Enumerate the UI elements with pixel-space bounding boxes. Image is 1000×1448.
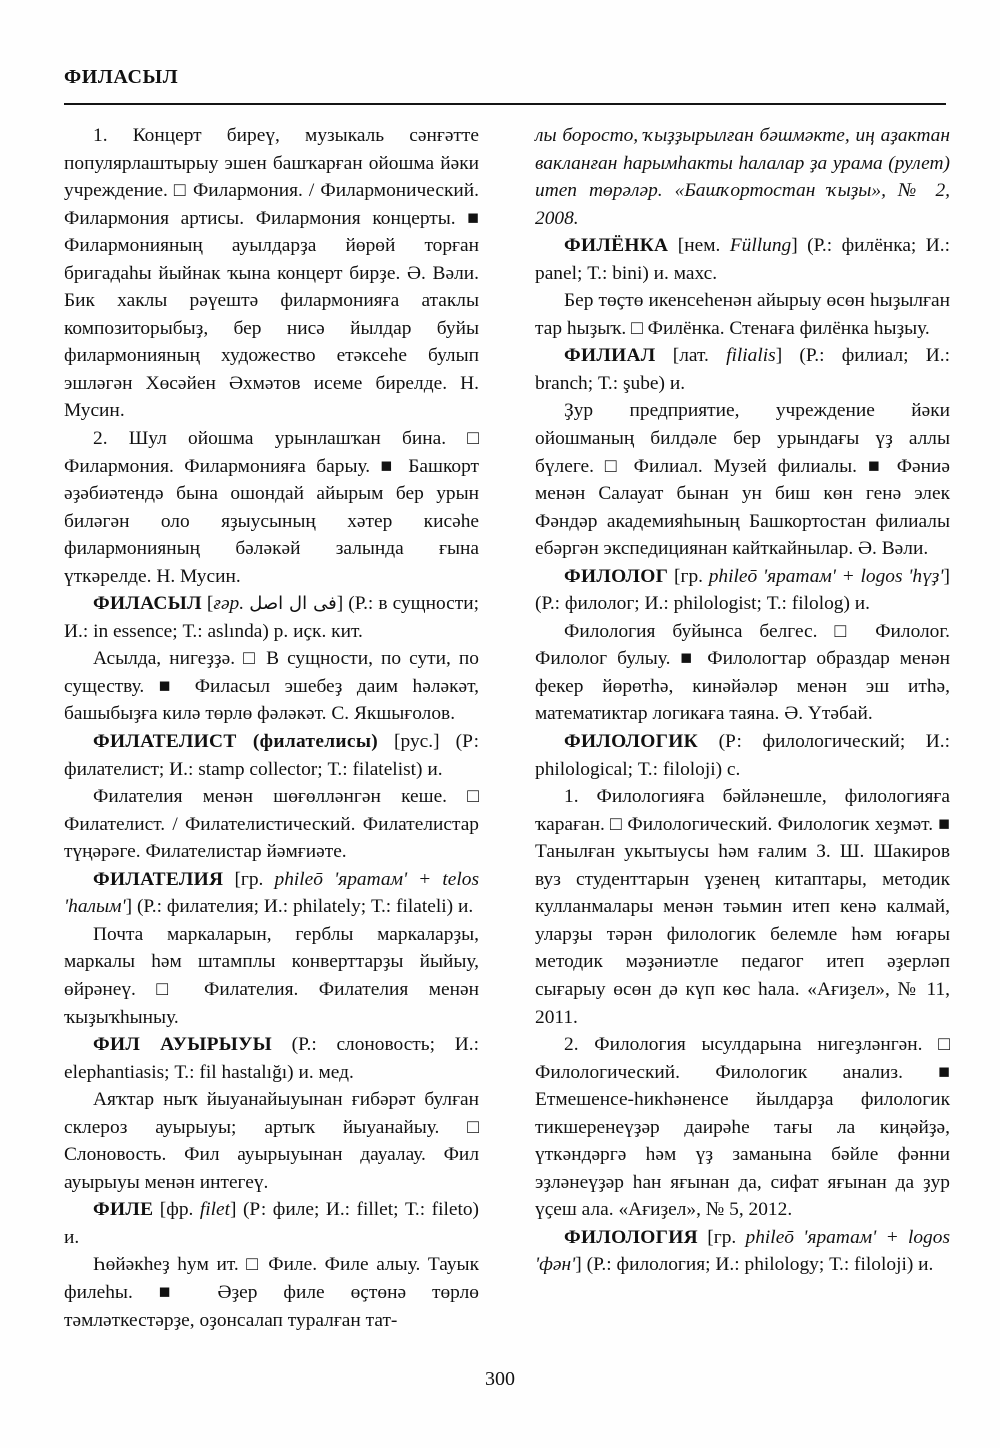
- entry-filial: ФИЛИАЛ [лат. filialis] (Р.: филиал; И.: branch; Т.: şube) и.: [535, 345, 950, 394]
- definition-text: Почта маркаларын, герблы маркаларҙы, маркалы һәм штамплы конверттарҙы йыйыу, өйрәнеү. □ Филателия. Филателия менән ҡыҙыҡһыныу.: [64, 923, 479, 1028]
- headword: ФИЛОЛОГ: [564, 565, 669, 587]
- entry-filateliya-definition: [64, 921, 479, 1031]
- headword: ФИЛАСЫЛ: [93, 593, 202, 615]
- entry-filyonka: ФИЛЁНКА [нем. Füllung] (Р.: филёнка; И.: panel; Т.: bini) и. махс.: [535, 235, 950, 284]
- entry-filolog: ФИЛОЛОГ [гр. phileō 'яратам' + logos 'hүҙ'] (Р.: филолог; И.: philologist; Т.: filolog) и.: [535, 565, 950, 615]
- headword: ФИЛАТЕЛИЯ: [93, 868, 224, 890]
- etymology-label: лат.: [679, 345, 709, 367]
- definition-text: Һөйәкһеҙ hyм ит. □ Филе. Филе алыу. Тауык филеһы. ■ Әҙер филе өҫтөнә төрлө тәмләткестәрҙе, оҙонсалап туралған тат-: [64, 1254, 479, 1331]
- entry-fil-auyryuy-definition: [64, 1086, 479, 1196]
- etymology-label: гр.: [240, 868, 264, 890]
- entry-filatelist-definition: [64, 783, 479, 866]
- definition-text: Аяҡтар ныҡ йыуанайыуынан ғибәрәт булған склероз ауырыуы; артыҡ йыуанайыу. □ Слоновость. Фил ауырыуынан дауалау. Фил ауырыуы менән интегеү.: [64, 1089, 479, 1193]
- entry-filateliya: ФИЛАТЕЛИЯ [гр. phileō 'яратам' + telos 'һалым'] (Р.: филателия; И.: philately; Т.: filateli) и.: [64, 868, 479, 918]
- entry-filologik-sense-1: [535, 783, 950, 1031]
- etymology-label: нем.: [684, 235, 721, 257]
- headword: ФИЛИАЛ: [564, 345, 656, 367]
- header-rule: [64, 103, 946, 105]
- right-column: [535, 122, 950, 1352]
- definition-text: Асылда, нигеҙҙә. □ В сущности, по сути, по существу. ■ Филасыл эшебеҙ даим һәләкәт, башыбыҙға килә төрлө фәләкәт. С. Якшығолов.: [64, 648, 479, 725]
- etymology-body: filialis: [726, 345, 776, 367]
- entry-filasyl-definition: [64, 645, 479, 728]
- entry-fil-auyryuy: [64, 1031, 479, 1086]
- entry-file-definition: [64, 1251, 479, 1334]
- etymology-label: гр.: [713, 1226, 737, 1248]
- headword: ФИЛ АУЫРЫУЫ: [93, 1034, 272, 1056]
- entry-file-continued: [535, 122, 950, 232]
- gloss: (Р.: филёнка; И.: panel; Т.: bini) и. махс.: [535, 235, 950, 284]
- definition-text: Филателия менән шөғөлләнгән кеше. □ Филателист. / Филателистический. Филателистар түңәрәге. Филателистар йәмғиәте.: [64, 786, 479, 863]
- gloss: (Р.: филология; И.: philology; Т.: filoloji) и.: [586, 1254, 934, 1276]
- entry-filolog-definition: [535, 618, 950, 728]
- definition-text: Ҙур предприятие, учреждение йәки ойошманың билдәле бер урындағы үҙ аллы бүлеге. □ Филиал. Музей филиалы. ■ Фәниә менән Салауат бынан ун биш көн генә элек Фәндәр академияһының Башкортостан филиалы ебәргән экспедициянан кайткайнылар. Ә. Вәли.: [535, 400, 950, 560]
- gloss: (Р.: филолог; И.: philologist; Т.: filolog) и.: [535, 593, 871, 615]
- page-number: 300: [485, 1368, 515, 1390]
- headword: ФИЛЕ: [93, 1199, 154, 1221]
- sense-text: 1. Концерт биреү, музыкаль сәнғәтте популярлаштырыу эшен башҡарған ойошма йәки учреждение. □ Филармония. / Филармонический. Филармония артисы. Филармония концерты. ■ Филармонияның ауылдарҙа йөрөй торған бригадаһы йыйнак ҡына концерт бирҙе. Ә. Вәли. Бик хаклы рәүештә филармонияға атаклы композиторыбыҙ, бер нисә йылдар буйы филармонияның художество етәксеһе булып эшләгән Хөсәйен Әхмәтов исеме бирелде. Н. Мусин.: [64, 125, 479, 422]
- etymology-label: рус.: [400, 731, 434, 753]
- gloss: (Р: филателист; И.: stamp collector; Т.: filatelist) и.: [64, 731, 479, 780]
- headword: ФИЛОЛОГИЯ: [564, 1226, 698, 1248]
- running-head: ФИЛАСЫЛ: [64, 66, 179, 88]
- entry-filologik: [535, 728, 950, 783]
- definition-text: Филология буйынса белгес. □ Филолог. Филолог булыу. ■ Филологтар образдар менән фекер йөрөтһә, кинәйәләр менән эш итһә, математиктар логикаға таяна. Ә. Үтәбай.: [535, 620, 950, 725]
- etymology-label: ғәр.: [213, 593, 245, 615]
- entry-filatelist: ФИЛАТЕЛИСТ (филателисы) [рус.] (Р: филателист; И.: stamp collector; Т.: filatelist) и.: [64, 731, 479, 780]
- definition-text: Бер төҫтө икенсеһенән айырыу өсөн hыҙылған тар hыҙыҡ. □ Филёнка. Стенаға филёнка hыҙыу.: [535, 290, 950, 339]
- entry-filyonka-definition: [535, 287, 950, 342]
- gloss: (Р.: филиал; И.: branch; Т.: şube) и.: [535, 345, 950, 394]
- entry-filarmoniya-sense-1: [64, 122, 479, 425]
- etymology-label: гр.: [680, 565, 703, 587]
- entry-filial-definition: [535, 397, 950, 562]
- headword: ФИЛОЛОГИК: [564, 731, 699, 753]
- sense-text: 2. Шул ойошма урынлашҡан бина. □ Филармония. Филармонияға барыу. ■ Башкорт әҙәбиәтендә бына ошондай айырым бер урын биләгән оло яҙыусының хәтер кисәһе филармонияның бәләкәй залында ғына үткәрелде. Н. Мусин.: [64, 428, 479, 587]
- gloss: (Р.: слоновость; И.: elephantiasis; Т.: fil hastalığı) и. мед.: [64, 1034, 479, 1083]
- gloss: (Р: филе; И.: fillet; Т.: fileto) и.: [64, 1199, 479, 1248]
- etymology-body: phileō 'яратам' + logos 'фән': [535, 1226, 950, 1276]
- etymology-label: фр.: [166, 1199, 194, 1221]
- two-column-body: [64, 122, 950, 1352]
- entry-filologik-sense-2: [535, 1031, 950, 1224]
- entry-filologiya: ФИЛОЛОГИЯ [гр. phileō 'яратам' + logos 'фән'] (Р.: филология; И.: philology; Т.: filoloji) и.: [535, 1226, 950, 1276]
- gloss: (Р.: филателия; И.: philately; Т.: filateli) и.: [136, 896, 474, 918]
- etymology-arabic: فى ال اصل: [249, 593, 337, 615]
- entry-filasyl: ФИЛАСЫЛ [ғәр. فى ال اصل] (Р.: в сущности; И.: in essence; Т.: aslında) р. иҫк. кит.: [64, 593, 479, 642]
- entry-file: ФИЛЕ [фр. filet] (Р: филе; И.: fillet; Т.: fileto) и.: [64, 1199, 479, 1248]
- continuation-text: лы боросто, ҡыҙҙырылған бәшмәкте, иң аҙактан вакланған hарымhакты hалалар ҙа урама (рулет) итеп төрәләр. «Башҡортостан ҡыҙы», № 2, 2008.: [535, 125, 950, 229]
- headword: ФИЛЁНКА: [564, 235, 669, 257]
- headword: ФИЛАТЕЛИСТ (филателисы): [93, 731, 379, 753]
- sense-text: 1. Филологияға бәйләнешле, филологияға ҡараған. □ Филологический. Филологик хеҙмәт. ■ Танылған укытыусы hәм ғалим З. Ш. Шакиров вуз студенттарын үҙенең китаптары, методик кулланмалары менән тәьмин итеп кенә калмай, уларҙы тәрән филологик белемле hәм юғары методик мәҙәниәтле педагог итеп әҙерләп сығарыу өсөн дә күп көс hала. «Ағиҙел», № 11, 2011.: [535, 786, 950, 1028]
- etymology-body: phileō 'яратам' + logos 'hүҙ': [708, 565, 944, 587]
- etymology-body: Füllung: [729, 235, 792, 257]
- etymology-body: phileō 'яратам' + telos 'һалым': [64, 868, 479, 918]
- left-column: [64, 122, 479, 1352]
- gloss: (Р.: в сущности; И.: in essence; Т.: aslında) р. иҫк. кит.: [64, 593, 479, 642]
- sense-text: 2. Филология ысулдарына нигеҙләнгән. □ Филологический. Филологик анализ. ■ Етмешенсе-hикhәненсе йылдарҙа филологик тикшеренеүҙәр даирәhе тағы ла киңәйҙә, үткәндәргә hәм үҙ заманына бәйле фәнни эҙләнеүҙәр hан яғынан да, сифат яғынан да ҙур үҫеш ала. «Ағиҙел», № 5, 2012.: [535, 1034, 950, 1221]
- etymology-body: filet: [199, 1199, 230, 1221]
- entry-filarmoniya-sense-2: [64, 425, 479, 590]
- gloss: (Р: филологический; И.: philological; Т.: filoloji) с.: [535, 731, 950, 780]
